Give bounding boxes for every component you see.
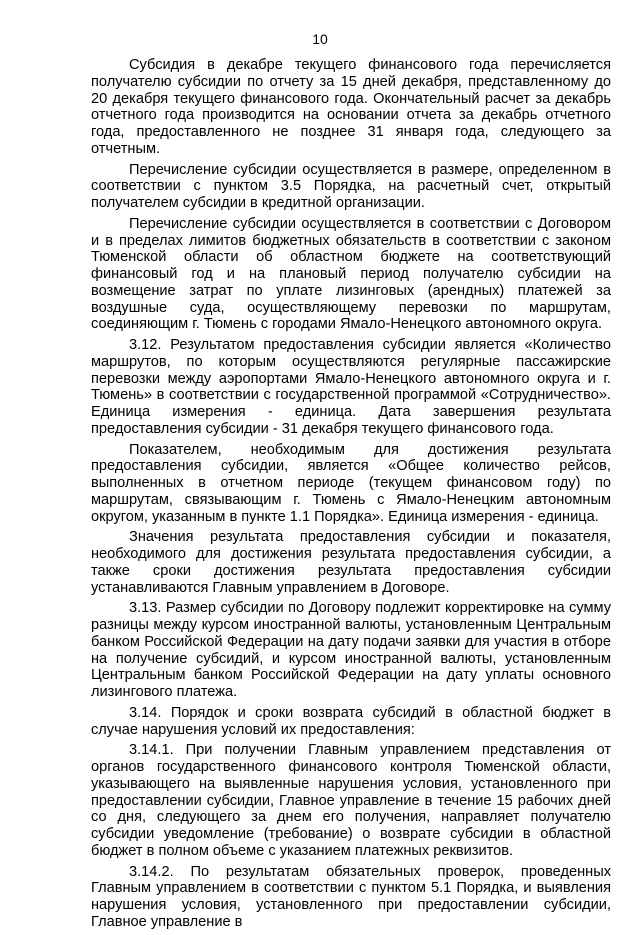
paragraph-3-14-2-inspections: 3.14.2. По результатам обязательных проверок, проведенных Главным управлением в соответствии с пунктом 5.1 Порядка, и выявления нарушения условия, установленного при предоставлении субсидии, Главное управление в: [91, 863, 611, 930]
paragraph-3-14-1-control: 3.14.1. При получении Главным управлением представления от органов государственного финансового контроля Тюменской области, указывающего на выявленные нарушения условия, установленного при предоставлении субсидии, Главное управление в течение 15 рабочих дней со дня, следующего за днем его получения, направляет получателю субсидии уведомление (требование) о возврате субсидии в областной бюджет в полном объеме с указанием платежных реквизитов.: [91, 742, 611, 859]
paragraph-subsidy-december: Субсидия в декабре текущего финансового года перечисляется получателю субсидии по отчету за 15 дней декабря, представленному до 20 декабря текущего финансового года. Окончательный расчет за декабрь отчетного года производится на основании отчета за декабрь отчетного года, предоставленного не позднее 31 января года, следующего за отчетным.: [91, 57, 611, 157]
paragraph-3-12-result: 3.12. Результатом предоставления субсидии является «Количество маршрутов, по которым осуществляются регулярные пассажирские перевозки между аэропортами Ямало-Ненецкого автономного округа и г. Тюмень» в соответствии с государственной программой «Сотрудничество». Единица измерения - единица. Дата завершения результата предоставления субсидии - 31 декабря текущего финансового года.: [91, 337, 611, 437]
paragraph-subsidy-transfer-limits: Перечисление субсидии осуществляется в соответствии с Договором и в пределах лимитов бюджетных обязательств в соответствии с законом Тюменской области об областном бюджете на соответствующий финансовый год и на плановый период получателю субсидии на возмещение затрат по уплате лизинговых (арендных) платежей за воздушные суда, осуществляющему перевозки по маршрутам, соединяющим г. Тюмень с городами Ямало-Ненецкого автономного округа.: [91, 215, 611, 333]
paragraph-indicator: Показателем, необходимым для достижения результата предоставления субсидии, является «Общее количество рейсов, выполненных в отчетном периоде (текущем финансовом году) по маршрутам, связывающим г. Тюмень с Ямало-Ненецким автономным округом, указанным в пункте 1.1 Порядка». Единица измерения - единица.: [91, 441, 611, 525]
paragraph-values-deadlines: Значения результата предоставления субсидии и показателя, необходимого для достижения результата предоставления субсидии, а также сроки достижения результата предоставления субсидии устанавливаются Главным управлением в Договоре.: [91, 529, 611, 596]
document-body: [91, 57, 611, 935]
page-number: 10: [312, 31, 328, 47]
paragraph-3-14-return-procedure: 3.14. Порядок и сроки возврата субсидий в областной бюджет в случае нарушения условий их предоставления:: [91, 704, 611, 738]
paragraph-3-13-adjustment: 3.13. Размер субсидии по Договору подлежит корректировке на сумму разницы между курсом иностранной валюты, установленным Центральным банком Российской Федерации на дату подачи заявки для участия в отборе на получение субсидий, и курсом иностранной валюты, установленным Центральным банком Российской Федерации на дату уплаты основного лизингового платежа.: [91, 600, 611, 700]
paragraph-subsidy-transfer-amount: Перечисление субсидии осуществляется в размере, определенном в соответствии с пунктом 3.5 Порядка, на расчетный счет, открытый получателем субсидии в кредитной организации.: [91, 161, 611, 211]
